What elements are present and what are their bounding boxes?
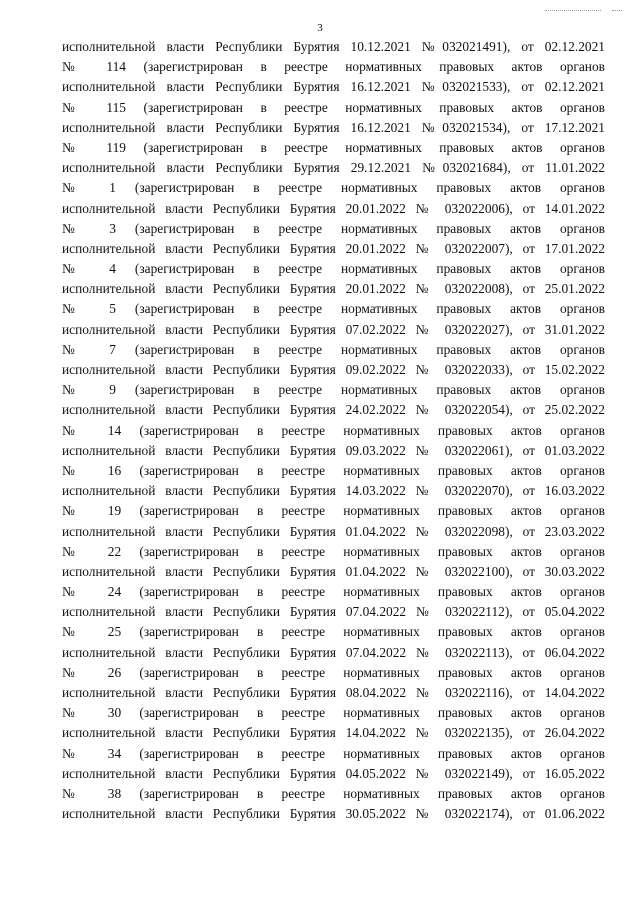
text-line: исполнительной власти Республики Бурятия 20.01.2022 № 032022007), от 17.01.2022 (62, 240, 605, 256)
text-line: № 115 (зарегистрирован в реестре нормативных правовых актов органов (62, 99, 605, 115)
text-line: № 119 (зарегистрирован в реестре нормативных правовых актов органов (62, 139, 605, 155)
text-line: исполнительной власти Республики Бурятия 07.04.2022 № 032022112), от 05.04.2022 (62, 604, 605, 620)
body-text (62, 37, 605, 824)
text-line: № 38 (зарегистрирован в реестре нормативных правовых актов органов (62, 785, 605, 801)
text-line: № 1 (зарегистрирован в реестре нормативных правовых актов органов (62, 180, 605, 196)
text-line: № 22 (зарегистрирован в реестре нормативных правовых актов органов (62, 543, 605, 559)
text-line: исполнительной власти Республики Бурятия 09.03.2022 № 032022061), от 01.03.2022 (62, 442, 605, 458)
text-line: исполнительной власти Республики Бурятия 14.03.2022 № 032022070), от 16.03.2022 (62, 483, 605, 499)
text-line: исполнительной власти Республики Бурятия 20.01.2022 № 032022008), от 25.01.2022 (62, 281, 605, 297)
text-line: № 9 (зарегистрирован в реестре нормативных правовых актов органов (62, 382, 605, 398)
text-line: № 3 (зарегистрирован в реестре нормативных правовых актов органов (62, 220, 605, 236)
text-line: исполнительной власти Республики Бурятия 30.05.2022 № 032022174), от 01.06.2022 (62, 806, 605, 822)
text-line: исполнительной власти Республики Бурятия 09.02.2022 № 032022033), от 15.02.2022 (62, 362, 605, 377)
text-line: исполнительной власти Республики Бурятия 24.02.2022 № 032022054), от 25.02.2022 (62, 402, 605, 418)
scan-artifact (545, 10, 601, 12)
text-line: исполнительной власти Республики Бурятия 07.04.2022 № 032022113), от 06.04.2022 (62, 644, 605, 660)
text-line: № 19 (зарегистрирован в реестре нормативных правовых актов органов (62, 503, 605, 519)
text-line: исполнительной власти Республики Бурятия 16.12.2021 №032021534), от 17.12.2021 (62, 119, 605, 135)
text-line: исполнительной власти Республики Бурятия 04.05.2022 № 032022149), от 16.05.2022 (62, 765, 605, 781)
scan-artifact (612, 10, 622, 12)
text-line: № 7 (зарегистрирован в реестре нормативных правовых актов органов (62, 341, 605, 357)
text-line: № 34 (зарегистрирован в реестре нормативных правовых актов органов (62, 745, 605, 761)
text-line: исполнительной власти Республики Бурятия 14.04.2022 № 032022135), от 26.04.2022 (62, 725, 605, 741)
text-line: № 4 (зарегистрирован в реестре нормативных правовых актов органов (62, 261, 605, 277)
text-line: исполнительной власти Республики Бурятия 20.01.2022 № 032022006), от 14.01.2022 (62, 200, 605, 216)
text-line: № 114 (зарегистрирован в реестре нормативных правовых актов органов (62, 59, 605, 75)
text-line: исполнительной власти Республики Бурятия 16.12.2021 №032021533), от 02.12.2021 (62, 79, 605, 95)
text-line: исполнительной власти Республики Бурятия 29.12.2021 №032021684), от 11.01.2022 (62, 160, 605, 176)
text-line: исполнительной власти Республики Бурятия 10.12.2021 №032021491), от 02.12.2021 (62, 39, 605, 54)
text-line: № 5 (зарегистрирован в реестре нормативных правовых актов органов (62, 301, 605, 317)
text-line: исполнительной власти Республики Бурятия 01.04.2022 № 032022100), от 30.03.2022 (62, 563, 605, 579)
text-line: исполнительной власти Республики Бурятия 01.04.2022 № 032022098), от 23.03.2022 (62, 523, 605, 539)
text-line: № 26 (зарегистрирован в реестре нормативных правовых актов органов (62, 664, 605, 680)
text-line: № 14 (зарегистрирован в реестре нормативных правовых актов органов (62, 422, 605, 438)
text-line: № 30 (зарегистрирован в реестре нормативных правовых актов органов (62, 705, 605, 721)
page-number: 3 (317, 22, 323, 34)
text-line: № 24 (зарегистрирован в реестре нормативных правовых актов органов (62, 584, 605, 600)
text-line: исполнительной власти Республики Бурятия 07.02.2022 № 032022027), от 31.01.2022 (62, 321, 605, 337)
text-line: № 25 (зарегистрирован в реестре нормативных правовых актов органов (62, 624, 605, 640)
text-line: исполнительной власти Республики Бурятия 08.04.2022 № 032022116), от 14.04.2022 (62, 685, 605, 700)
text-line: № 16 (зарегистрирован в реестре нормативных правовых актов органов (62, 462, 605, 478)
